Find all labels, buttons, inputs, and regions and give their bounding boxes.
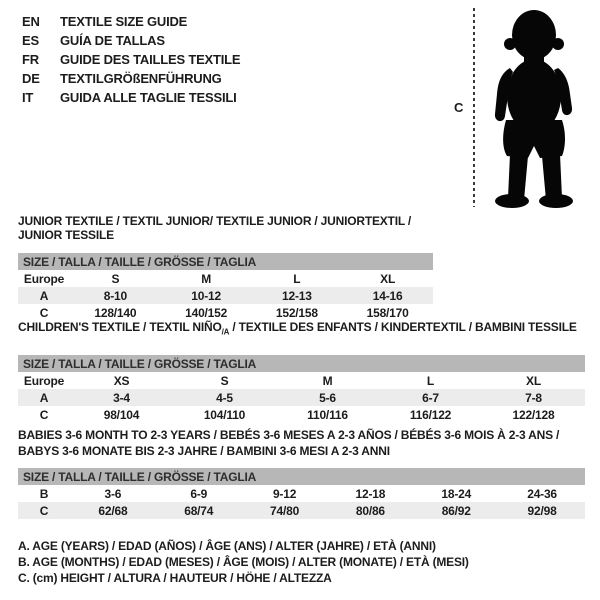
size-cell: M	[201, 271, 212, 286]
measure-legend	[18, 538, 469, 586]
legend-line-c: C. (cm) HEIGHT / ALTURA / HAUTEUR / HÖHE / ALTEZZA	[18, 571, 332, 585]
months-cell: 3-6	[104, 486, 122, 501]
size-header-label: SIZE / TALLA / TAILLE / GRÖSSE / TAGLIA	[18, 253, 433, 270]
age-cell: 14-16	[342, 287, 433, 304]
guide-title-en: TEXTILE SIZE GUIDE	[60, 14, 188, 29]
row-label: C	[18, 502, 70, 519]
language-code: IT	[22, 90, 34, 105]
language-row-de	[22, 69, 240, 88]
row-label: Europe	[23, 271, 65, 286]
height-cell: 74/80	[242, 502, 328, 519]
table-row-age	[18, 389, 585, 406]
row-label: C	[39, 305, 49, 320]
table-header-row	[18, 355, 585, 372]
size-cell: L	[293, 271, 301, 286]
size-cell: S	[111, 271, 120, 286]
children-title-rest: / TEXTILE DES ENFANTS / KINDERTEXTIL / BAMBINI TESSILE	[229, 320, 577, 334]
children-size-table	[18, 355, 585, 423]
height-cell: 128/140	[94, 305, 137, 320]
age-cell: 3-4	[70, 389, 173, 406]
age-cell: 8-10	[70, 287, 161, 304]
age-cell: 12-13	[252, 287, 343, 304]
guide-title-fr: GUIDE DES TAILLES TEXTILE	[60, 52, 241, 67]
junior-section-title: JUNIOR TEXTILE / TEXTIL JUNIOR/ TEXTILE JUNIOR / JUNIORTEXTIL / JUNIOR TESSILE	[18, 214, 412, 242]
table-row-height	[18, 304, 433, 321]
language-code: FR	[22, 52, 39, 67]
table-row-age	[18, 287, 433, 304]
size-cell: XL	[526, 373, 541, 388]
row-label: B	[39, 486, 49, 501]
height-cell: 152/158	[275, 305, 318, 320]
height-cell: 68/74	[156, 502, 242, 519]
age-cell: 10-12	[161, 287, 252, 304]
toddler-silhouette-image	[482, 8, 588, 208]
age-cell: 5-6	[276, 389, 379, 406]
language-row-fr	[22, 50, 240, 69]
age-cell: 7-8	[482, 389, 585, 406]
children-textile-section	[18, 320, 585, 423]
size-cell: S	[220, 373, 229, 388]
babies-size-table	[18, 468, 585, 519]
table-row-months	[18, 485, 585, 502]
height-cell: 86/92	[413, 502, 499, 519]
guide-title-es: GUÍA DE TALLAS	[60, 33, 165, 48]
babies-section-title	[18, 427, 585, 459]
guide-title-it: GUIDA ALLE TAGLIE TESSILI	[60, 90, 237, 105]
age-cell: 6-7	[379, 389, 482, 406]
height-cell: 116/122	[409, 407, 452, 422]
row-label: Europe	[23, 373, 65, 388]
legend-line-b: B. AGE (MONTHS) / EDAD (MESES) / ÂGE (MOIS) / ALTER (MONATE) / ETÀ (MESI)	[18, 555, 469, 569]
months-cell: 9-12	[272, 486, 297, 501]
size-cell: M	[322, 373, 333, 388]
table-row-height	[18, 406, 585, 423]
junior-size-table	[18, 253, 433, 321]
size-cell: XL	[380, 271, 396, 286]
months-cell: 18-24	[441, 486, 472, 501]
height-cell: 104/110	[203, 407, 246, 422]
height-measure-label: C	[454, 100, 464, 115]
table-row-europe	[18, 372, 585, 389]
height-cell: 62/68	[70, 502, 156, 519]
row-label: A	[18, 287, 70, 304]
table-header-row	[18, 468, 585, 485]
table-header-row	[18, 253, 433, 270]
table-row-height	[18, 502, 585, 519]
size-header-label: SIZE / TALLA / TAILLE / GRÖSSE / TAGLIA	[18, 468, 585, 485]
babies-title-line1: BABIES 3-6 MONTH TO 2-3 YEARS / BEBÉS 3-6 MESES A 2-3 AÑOS / BÉBÉS 3-6 MOIS À 2-3 ANS /	[18, 428, 560, 442]
height-cell: 80/86	[327, 502, 413, 519]
row-label: A	[18, 389, 70, 406]
months-cell: 12-18	[355, 486, 386, 501]
language-row-it	[22, 88, 240, 107]
language-row-es	[22, 31, 240, 50]
legend-line-a: A. AGE (YEARS) / EDAD (AÑOS) / ÂGE (ANS) / ALTER (JAHRE) / ETÀ (ANNI)	[18, 539, 436, 553]
language-code: ES	[22, 33, 39, 48]
guide-title-de: TEXTILGRÖßENFÜHRUNG	[60, 71, 222, 86]
months-cell: 24-36	[527, 486, 557, 501]
height-cell: 110/116	[307, 407, 348, 422]
size-cell: L	[426, 373, 435, 388]
height-cell: 122/128	[512, 407, 555, 422]
language-code: DE	[22, 71, 40, 86]
height-cell: 98/104	[103, 407, 140, 422]
row-label: C	[39, 407, 49, 422]
months-cell: 6-9	[190, 486, 208, 501]
language-code: EN	[22, 14, 40, 29]
age-cell: 4-5	[173, 389, 276, 406]
junior-textile-section	[18, 214, 433, 321]
height-cell: 92/98	[499, 502, 585, 519]
children-title-sub: /A	[221, 327, 230, 337]
table-row-europe	[18, 270, 433, 287]
height-cell: 140/152	[185, 305, 228, 320]
babies-title-line2: BABYS 3-6 MONATE BIS 2-3 JAHRE / BAMBINI 3-6 MESI A 2-3 ANNI	[18, 444, 390, 458]
language-row-en	[22, 12, 240, 31]
babies-textile-section	[18, 427, 585, 519]
children-section-title	[18, 320, 585, 339]
size-cell: XS	[113, 373, 130, 388]
height-measure-dashed-line	[473, 8, 475, 207]
children-title-main: CHILDREN'S TEXTILE / TEXTIL NIÑO	[18, 320, 222, 334]
size-header-label: SIZE / TALLA / TAILLE / GRÖSSE / TAGLIA	[18, 355, 585, 372]
language-title-list	[22, 12, 240, 107]
height-cell: 158/170	[366, 305, 409, 320]
